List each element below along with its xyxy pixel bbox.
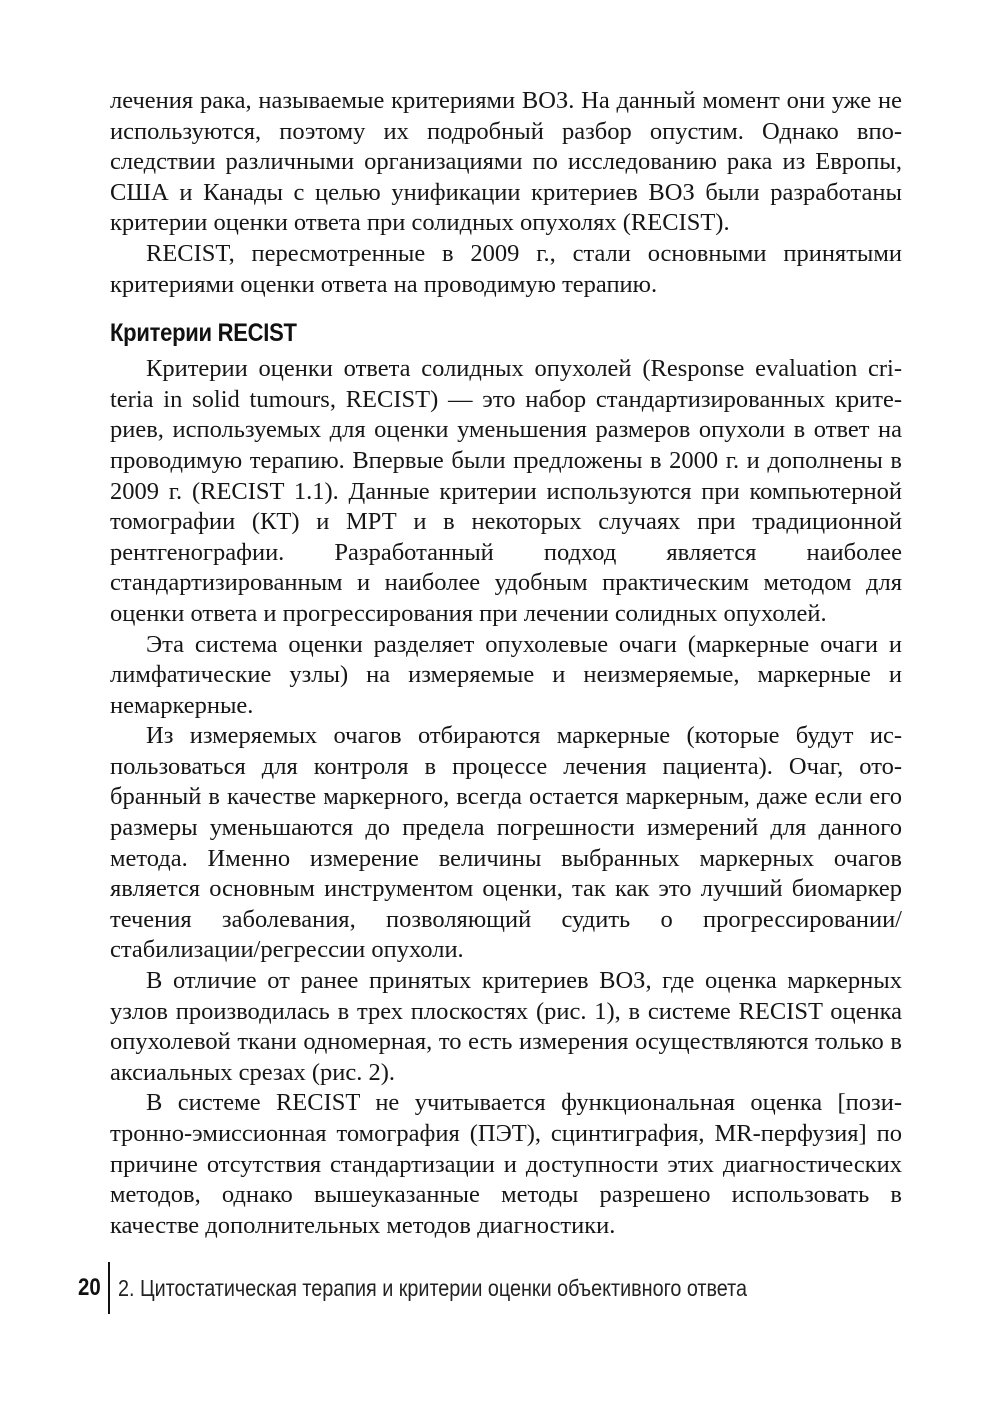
paragraph: В отличие от ранее принятых критериев ВОЗ, где оценка маркерных узлов производилась в трех плоскостях (рис. 1), в системе RECIST оценка опухолевой ткани одномерная, то есть измерения осуществляются только в аксиальных срезах (рис. 2). [110, 967, 902, 1086]
body-text [110, 86, 902, 1241]
footer-divider [108, 1262, 110, 1314]
paragraph: Эта система оценки разделяет опухолевые очаги (маркерные очаги и лимфатические узлы) на измеряемые и неизмеряемые, маркерные и немаркерные. [110, 630, 902, 719]
paragraph: Из измеряемых очагов отбираются маркерные (которые будут использоваться для контроля в процессе лечения пациента). Очаг, отобранный в качестве маркерного, всегда остается маркерным, даже если его размеры уменьшаются до предела погрешности измерений для данного метода. Именно измерение величины выбранных маркерных очагов является основным инструментом оценки, так как это лучший биомаркер течения заболевания, позволяющий судить о прогрессировании/стабилизации/регрессии опухоли. [110, 722, 902, 964]
page-number: 20 [78, 1274, 101, 1301]
paragraph: В системе RECIST не учитывается функциональная оценка [позитронно-эмиссионная томография (ПЭТ), сцинтиграфия, MR-перфузия] по причине отсутствия стандартизации и доступности этих диагностических методов, однако вышеуказанные методы разрешено использовать в качестве дополнительных методов диагностики. [110, 1089, 902, 1239]
paragraph: лечения рака, называемые критериями ВОЗ. На данный момент они уже не используются, поэтому их подробный разбор опустим. Однако впоследствии различными организациями по исследованию рака из Европы, США и Канады с целью унификации критериев ВОЗ были разработаны критерии оценки ответа при солидных опухолях (RECIST). [110, 87, 902, 237]
section-heading: Критерии RECIST [110, 319, 297, 348]
paragraph: Критерии оценки ответа солидных опухолей (Response evaluation criteria in solid tumours, RECIST) — это набор стандартизированных критериев, используемых для оценки уменьшения размеров опухоли в ответ на проводимую терапию. Впервые были предложены в 2000 г. и дополнены в 2009 г. (RECIST 1.1). Данные критерии используются при компьютерной томографии (КТ) и МРТ и в некоторых случаях при традиционной рентгенографии. Разработанный подход является наиболее стандартизированным и наиболее удобным практическим методом для оценки ответа и прогрессирования при лечении солидных опухолей. [110, 355, 902, 627]
running-chapter-title: 2. Цитостатическая терапия и критерии оценки объективного ответа [118, 1274, 747, 1301]
paragraph: RECIST, пересмотренные в 2009 г., стали основными принятыми критериями оценки ответа на проводимую терапию. [110, 239, 902, 298]
page-footer [78, 1262, 849, 1314]
